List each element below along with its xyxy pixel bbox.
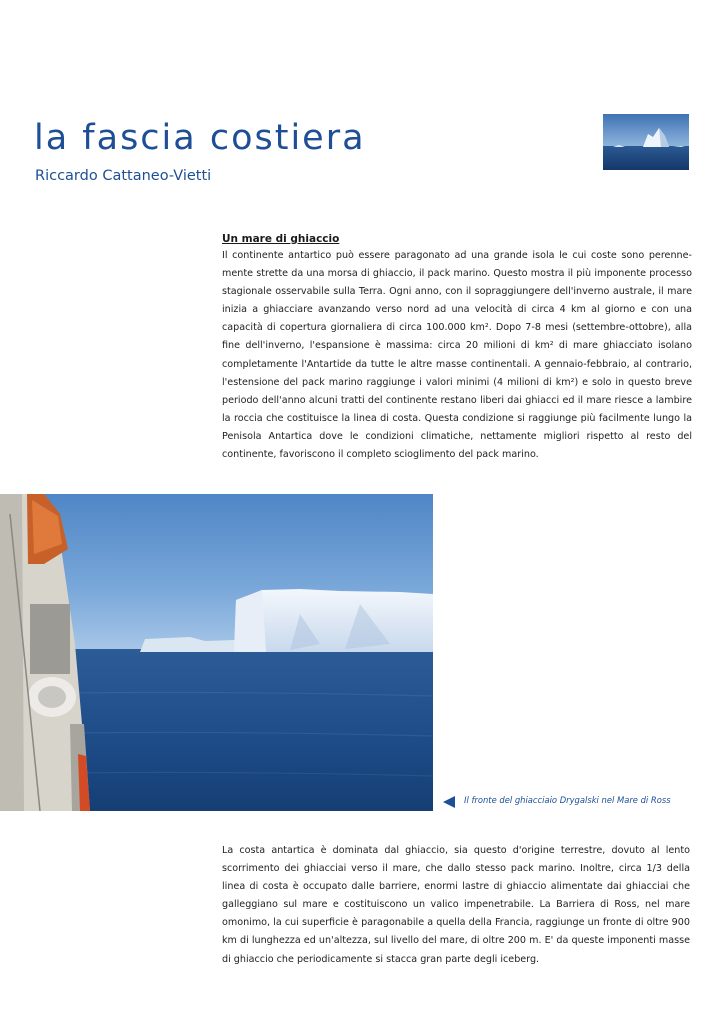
section-heading: Un mare di ghiaccio [222, 233, 340, 245]
body-paragraph-1: Il continente antartico può essere paragonato ad una grande isola le cui coste sono perenne-mente strette da una morsa di ghiaccio, il pack marino. Questo mostra il più imponente processo stagionale osservabile sulla Terra. Ogni anno, con il sopraggiungere dell'inverno australe, il mare inizia a ghiacciare avanzando verso nord ad una velocità di circa 4 km al giorno e con una capacità di copertura giornaliera di circa 100.000 km². Dopo 7-8 mesi (settembre-ottobre), alla fine dell'inverno, l'espansione è massima: circa 20 milioni di km² di mare ghiacciato isolano completamente l'Antartide da tutte le altre masse continentali. A gennaio-febbraio, al contrario, l'estensione del pack marino raggiunge i valori minimi (4 milioni di km²) e solo in questo breve periodo dell'anno alcuni tratti del continente restano liberi dai ghiacci ed il mare riesce a lambire la roccia che costituisce la linea di costa. Questa condizione si raggiunge più facilmente lungo la Penisola Antartica dove le condizioni climatiche, nettamente migliori rispetto al resto del continente, favoriscono il completo scioglimento del pack marino. [222, 250, 692, 461]
photo-caption [443, 795, 688, 809]
caption-text: Il fronte del ghiacciaio Drygalski nel Mare di Ross [464, 795, 671, 805]
glacier-photo [0, 494, 433, 811]
body-paragraph-2: La costa antartica è dominata dal ghiaccio, sia questo d'origine terrestre, dovuto al lento scorrimento dei ghiacciai verso il mare, che dallo stesso pack marino. Inoltre, circa 1/3 della linea di costa è occupato dalle barriere, enormi lastre di ghiaccio alimentate dai ghiacciai che galleggiano sul mare e costituiscono un valico impenetrabile. La Barriera di Ross, nel mare omonimo, la cui superficie è paragonabile a quella della Francia, raggiunge un fronte di oltre 900 km di lunghezza ed un'altezza, sul livello del mare, di oltre 200 m. E' da queste imponenti masse di ghiaccio che periodicamente si stacca gran parte degli iceberg. [222, 845, 690, 965]
article-title: la fascia costiera [34, 118, 366, 158]
iceberg-thumbnail [603, 114, 689, 170]
left-triangle-icon [443, 796, 455, 808]
article-author: Riccardo Cattaneo-Vietti [35, 168, 212, 184]
